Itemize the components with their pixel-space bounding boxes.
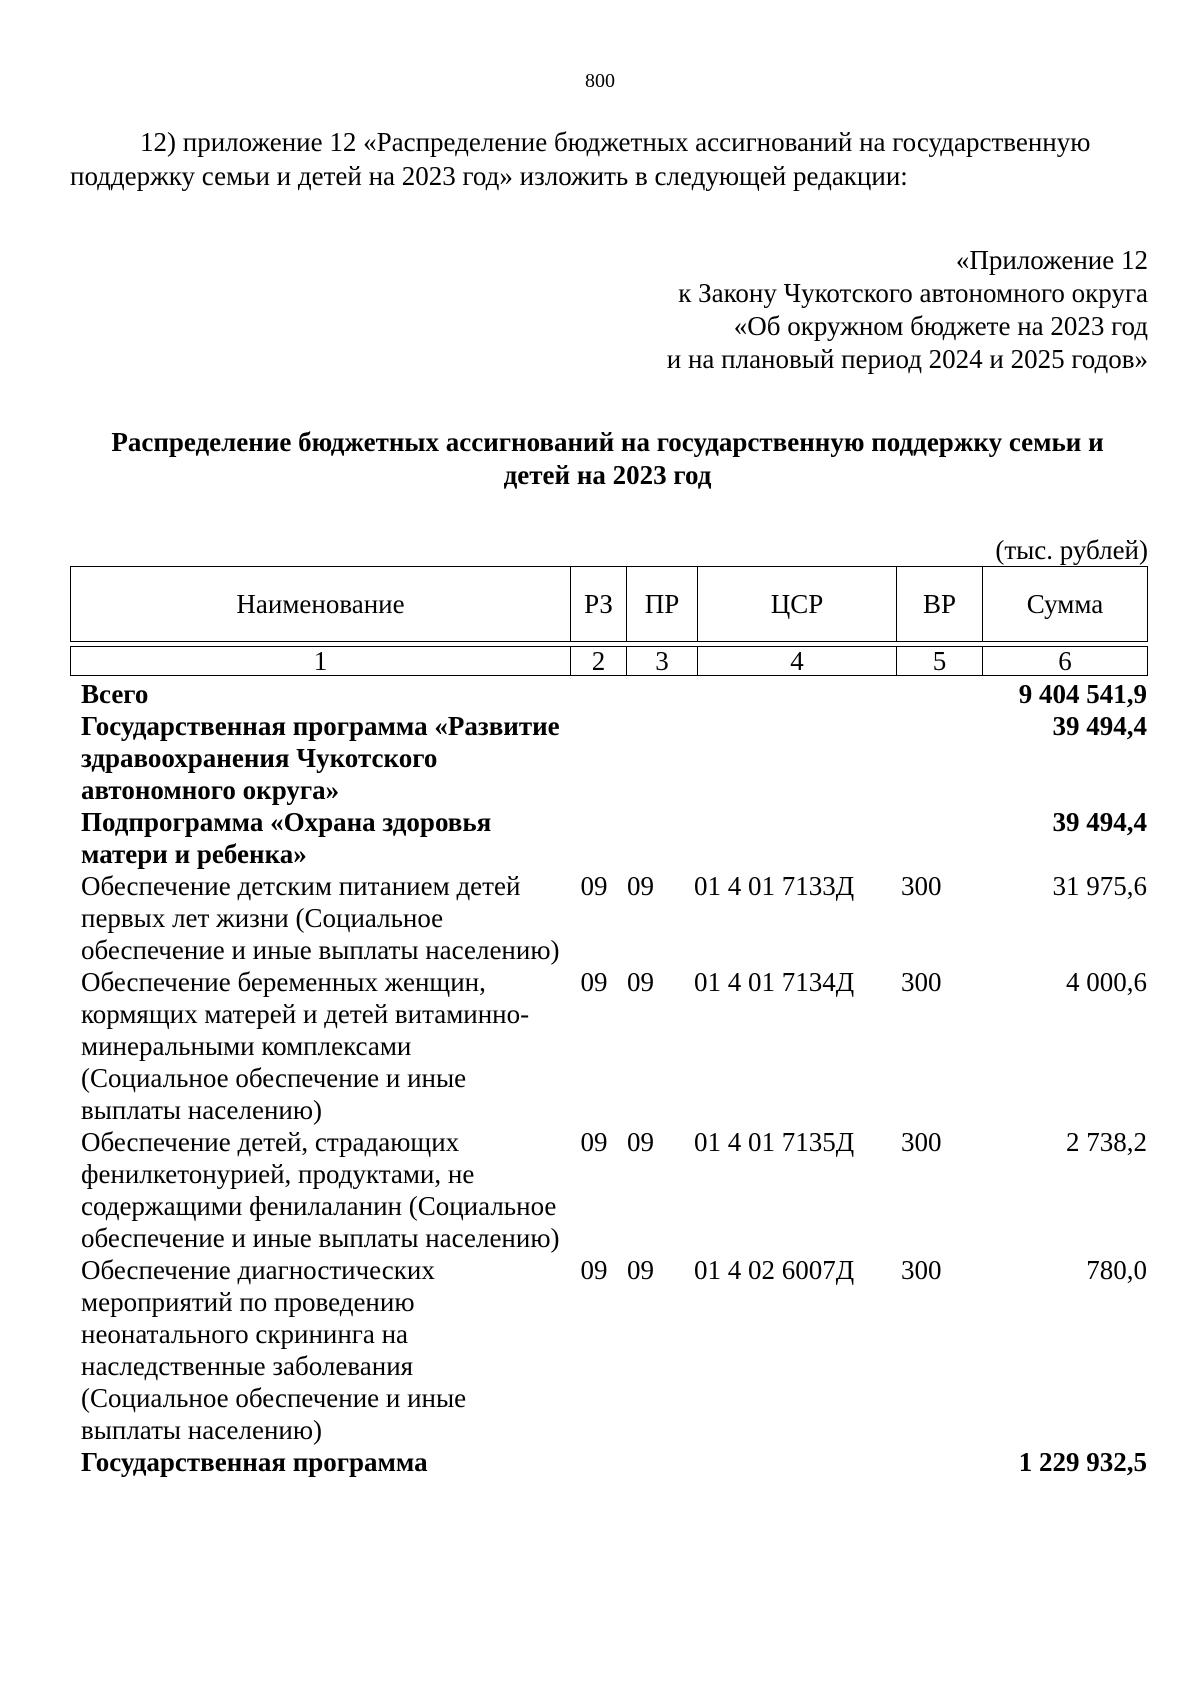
row-name: Обеспечение беременных женщин, кормящих матерей и детей витаминно-минеральными комплексами (Социальное обеспечение и иные выплаты населению) — [81, 967, 530, 1125]
table-row-total — [81, 678, 1147, 710]
table-row — [81, 966, 1147, 1126]
row-rz: 09 — [580, 967, 608, 997]
row-pr: 09 — [627, 871, 654, 901]
row-pr: 09 — [627, 967, 654, 997]
column-number-5: 5 — [897, 647, 983, 675]
header-pr: ПР — [627, 567, 698, 641]
row-rz: 09 — [580, 1255, 608, 1285]
column-number-2: 2 — [571, 647, 627, 675]
row-name: Обеспечение детей, страдающих фенилкетонурией, продуктами, не содержащими фенилаланин (Социальное обеспечение и иные выплаты населению) — [81, 1127, 560, 1253]
column-number-1: 1 — [71, 647, 571, 675]
row-pr: 09 — [627, 1255, 654, 1285]
header-vr: ВР — [897, 567, 983, 641]
row-name: Государственная программа «Развитие здравоохранения Чукотского автономного округа» — [81, 711, 560, 805]
appendix-reference — [667, 244, 1148, 376]
document-title — [70, 426, 1145, 492]
appendix-line-4: и на плановый период 2024 и 2025 годов» — [666, 344, 1148, 374]
table-body — [81, 678, 1147, 1478]
column-number-3: 3 — [627, 647, 698, 675]
row-vr: 300 — [901, 1255, 942, 1285]
header-csr: ЦСР — [698, 567, 897, 641]
page-number: 800 — [585, 70, 615, 92]
column-number-4: 4 — [698, 647, 897, 675]
table-row — [81, 1126, 1147, 1254]
row-sum: 31 975,6 — [1052, 871, 1147, 901]
title-line-1: Распределение бюджетных ассигнований на государственную поддержку семьи и — [111, 427, 1104, 457]
row-csr: 01 4 01 7135Д — [694, 1127, 855, 1157]
row-sum: 4 000,6 — [1066, 967, 1147, 997]
row-sum: 39 494,4 — [1052, 711, 1147, 741]
table-row — [81, 1254, 1147, 1446]
title-line-2: детей на 2023 год — [503, 460, 712, 490]
row-vr: 300 — [901, 1127, 942, 1157]
appendix-line-2: к Закону Чукотского автономного округа — [678, 278, 1148, 308]
row-rz: 09 — [580, 1127, 608, 1157]
row-name: Обеспечение диагностических мероприятий по проведению неонатального скрининга на наследственные заболевания (Социальное обеспечение и иные выплаты населению) — [81, 1255, 467, 1445]
row-name: Подпрограмма «Охрана здоровья матери и ребенка» — [81, 807, 492, 869]
row-name: Обеспечение детским питанием детей первых лет жизни (Социальное обеспечение и иные выплаты населению) — [81, 871, 560, 965]
table-row-program — [81, 1446, 1147, 1478]
column-number-row — [70, 646, 1148, 676]
intro-line-2: поддержку семьи и детей на 2023 год» изложить в следующей редакции: — [70, 161, 908, 191]
row-pr: 09 — [627, 1127, 654, 1157]
header-rz: РЗ — [571, 567, 627, 641]
intro-paragraph — [70, 125, 1145, 193]
row-sum: 39 494,4 — [1052, 807, 1147, 837]
units-label: (тыс. рублей) — [995, 535, 1148, 565]
appendix-line-3: «Об окружном бюджете на 2023 год — [733, 311, 1148, 341]
row-name: Государственная программа — [81, 1447, 428, 1477]
intro-line-1: 12) приложение 12 «Распределение бюджетных ассигнований на государственную — [140, 127, 1091, 157]
column-number-6: 6 — [1058, 645, 1072, 676]
header-name: Наименование — [71, 567, 571, 641]
row-sum: 9 404 541,9 — [1018, 679, 1147, 709]
row-sum: 2 738,2 — [1066, 1127, 1147, 1157]
table-row-program-health — [81, 710, 1147, 806]
row-csr: 01 4 01 7134Д — [694, 967, 855, 997]
row-rz: 09 — [580, 871, 608, 901]
header-sum: Сумма — [1026, 588, 1104, 619]
table-row-subprogram — [81, 806, 1147, 870]
table-row — [81, 870, 1147, 966]
row-vr: 300 — [901, 871, 942, 901]
row-sum: 780,0 — [1086, 1255, 1147, 1285]
table-header — [70, 566, 1148, 642]
row-sum: 1 229 932,5 — [1018, 1447, 1147, 1477]
appendix-line-1: «Приложение 12 — [955, 245, 1148, 275]
row-vr: 300 — [901, 967, 942, 997]
row-csr: 01 4 02 6007Д — [694, 1255, 855, 1285]
row-csr: 01 4 01 7133Д — [694, 871, 855, 901]
row-name: Всего — [81, 679, 149, 709]
